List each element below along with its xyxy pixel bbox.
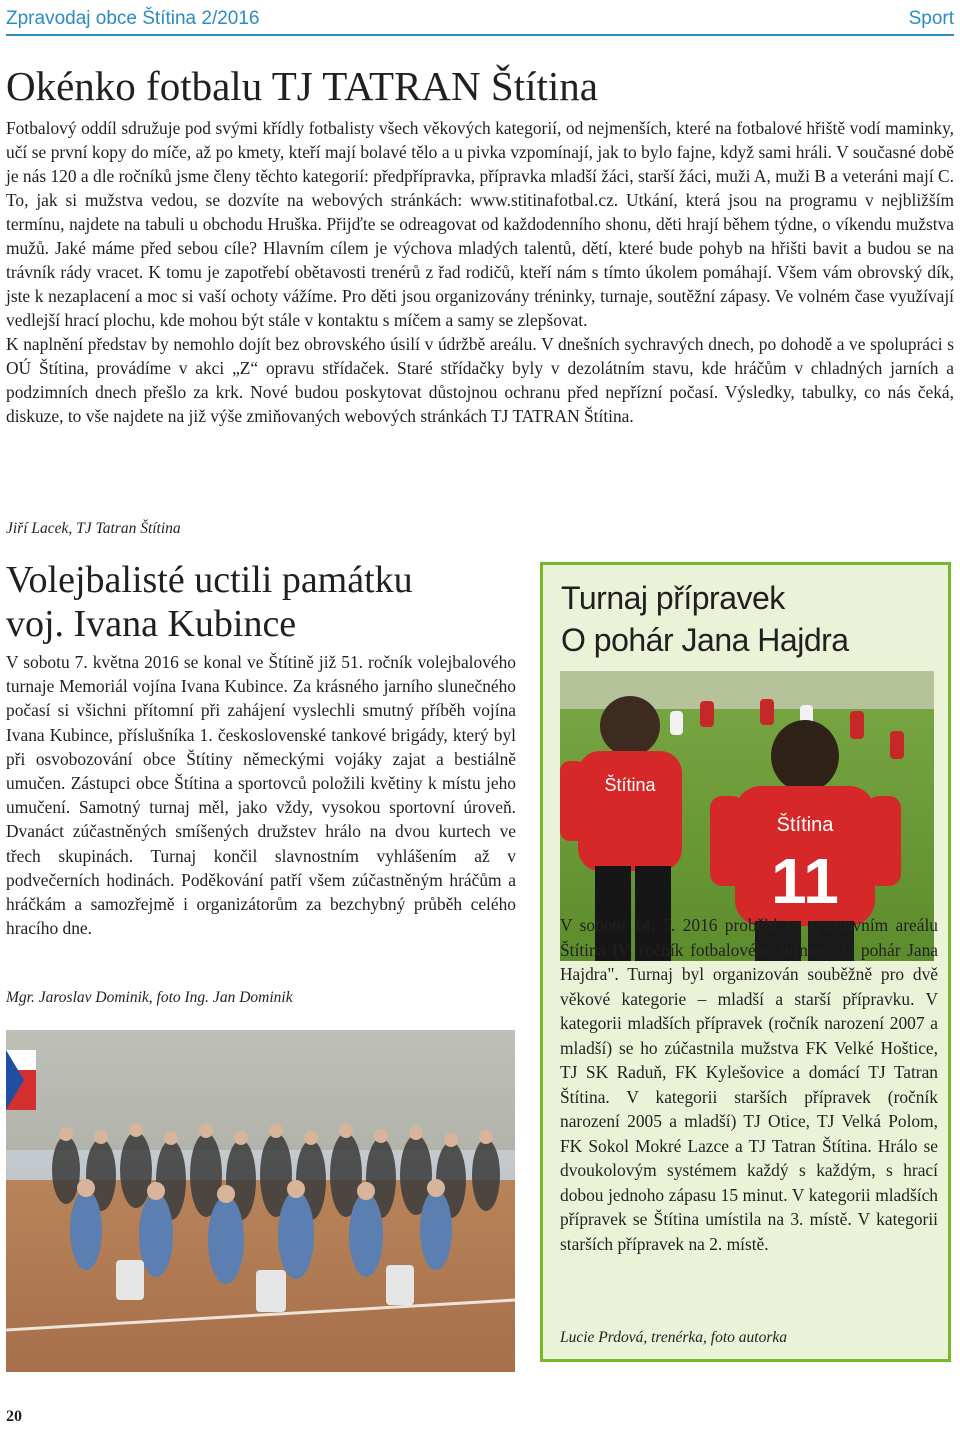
volleyball-article-byline: Mgr. Jaroslav Dominik, foto Ing. Jan Dominik bbox=[6, 989, 293, 1006]
volleyball-article-body: V sobotu 7. května 2016 se konal ve Štítině již 51. ročník volejbalového turnaje Memoriál vojína Ivana Kubince. Za krásného jarního slunečného počasí si všichni přítomní při zahájení vyslechli smutný příběh vojína Ivana Kubince, příslušníka 1. československé tankové brigády, který byl při osvobozování obce Štítiny německými vojáky zajat a bestiálně umučen. Zástupci obce Štítina a sportovců položili květiny k místu jeho umučení. Samotný turnaj měl, jako vždy, vysokou sportovní úroveň. Dvanáct zúčastněných smíšených družstev hrálo na dvou kurtech ve třech skupinách. Turnaj končil slavnostním vyhlášením až v podvečerních hodinách. Poděkování patří všem zúčastněným hráčům a hráčkám a samozřejmě i organizátorům za bezchybný průběh celého hracího dne. bbox=[6, 652, 516, 939]
tournament-body: V sobotu 14. 5. 2016 proběhl ve sportovním areálu Štítina IV. ročník fotbalového turnaje "O pohár Jana Hajdra". Turnaj byl organizován souběžně pro dvě věkové kategorie – mladší a starší přípravku. V kategorii mladších přípravek (ročník narození 2007 a mladší) se ho zúčastnila mužstva FK Velké Hoštice, TJ SK Raduň, FK Kylešovice a domácí TJ Tatran Štítina. V kategorii starších přípravek (ročník narození 2005 a mladší) TJ Otice, TJ Velká Polom, FK Sokol Mokré Lazce a TJ Tatran Štítina. Hrálo se dvoukolovým systémem každý s každým, s hrací dobou jednoho zápasu 15 minut. V kategorii mladších přípravek se Štítina umístila na 3. místě. V kategorii starších přípravek na 2. místě. bbox=[560, 915, 938, 1254]
page-number: 20 bbox=[6, 1408, 22, 1425]
volleyball-title-line: voj. Ivana Kubince bbox=[6, 603, 297, 645]
tournament-title-line: Turnaj přípravek bbox=[561, 580, 785, 616]
article-title: Okénko fotbalu TJ TATRAN Štítina bbox=[6, 63, 598, 109]
volleyball-title-line: Volejbalisté uctili památku bbox=[6, 559, 413, 601]
tournament-sidebar-box bbox=[540, 562, 951, 1362]
article-body bbox=[6, 116, 954, 428]
jersey-name-left: Štítina bbox=[604, 775, 656, 795]
tournament-byline: Lucie Prdová, trenérka, foto autorka bbox=[560, 1329, 788, 1346]
volleyball-group-photo bbox=[6, 1030, 515, 1372]
tournament-title bbox=[561, 577, 849, 661]
article-paragraph: Fotbalový oddíl sdružuje pod svými křídly fotbalisty všech věkových kategorií, od nejmenších, které na fotbalové hřiště vodí maminky, učí se první kopy do míče, až po kmety, kteří mají bolavé tělo a u pivka vzpomínají, jak to bylo fajne, když sami hráli. V současné době je nás 120 a dle ročníků jsme členy těchto kategorií: předpřípravka, přípravka mladší žáci, starší žáci, muži A, muži B a veteráni mají C. To, jak si mužstva vedou, se dozvíte na webových stránkách: www.stitinafotbal.cz. Utkání, která jsou na programu v nejbližším termínu, najdete na tabuli u obchodu Hruška. Přijďte se odreagovat od každodenního shonu, děti hrají během týdne, o víkendu mužstva mužů. Jaké máme před sebou cíle? Hlavním cílem je výchova mladých talentů, dětí, které bude pohyb na hřišti bavit a budou se na trávník rády vracet. K tomu je zapotřebí obětavosti trenérů z řad rodičů, kteří nám s tímto úkolem pomáhají. Všem vám obrovský dík, jste k nezaplacení a moc si vaší ochoty vážíme. Pro děti jsou organizovány tréninky, turnaje, soutěžní zápasy. Ve volném čase využívají vedlejší hrací plochu, kde mohou být stále v kontaktu s míčem a samy se zlepšovat. bbox=[6, 118, 954, 330]
jersey-number: 11 bbox=[771, 845, 839, 917]
section-name: Sport bbox=[908, 8, 954, 29]
jersey-name-right: Štítina bbox=[776, 814, 834, 836]
volleyball-article-title bbox=[6, 558, 526, 646]
article-byline: Jiří Lacek, TJ Tatran Štítina bbox=[6, 520, 181, 537]
tournament-title-line: O pohár Jana Hajdra bbox=[561, 622, 849, 658]
page-header bbox=[6, 6, 954, 36]
article-paragraph: K naplnění představ by nemohlo dojít bez obrovského úsilí v údržbě areálu. V dnešních sychravých dnech, po dohodě a ve spolupráci s OÚ Štítina, provádíme v akci „Z“ opravu střídaček. Staré střídačky byly v dezolátním stavu, kde hráčům v chladných jarních a podzimních dnech přešlo za krk. Nové budou poskytovat důstojnou ochranu před nepřízní počasí. Výsledky, tabulky, co nás čeká, diskuze, to vše najdete na již výše zmiňovaných webových stránkách TJ TATRAN Štítina. bbox=[6, 334, 954, 426]
publication-title: Zpravodaj obce Štítina 2/2016 bbox=[6, 8, 260, 29]
